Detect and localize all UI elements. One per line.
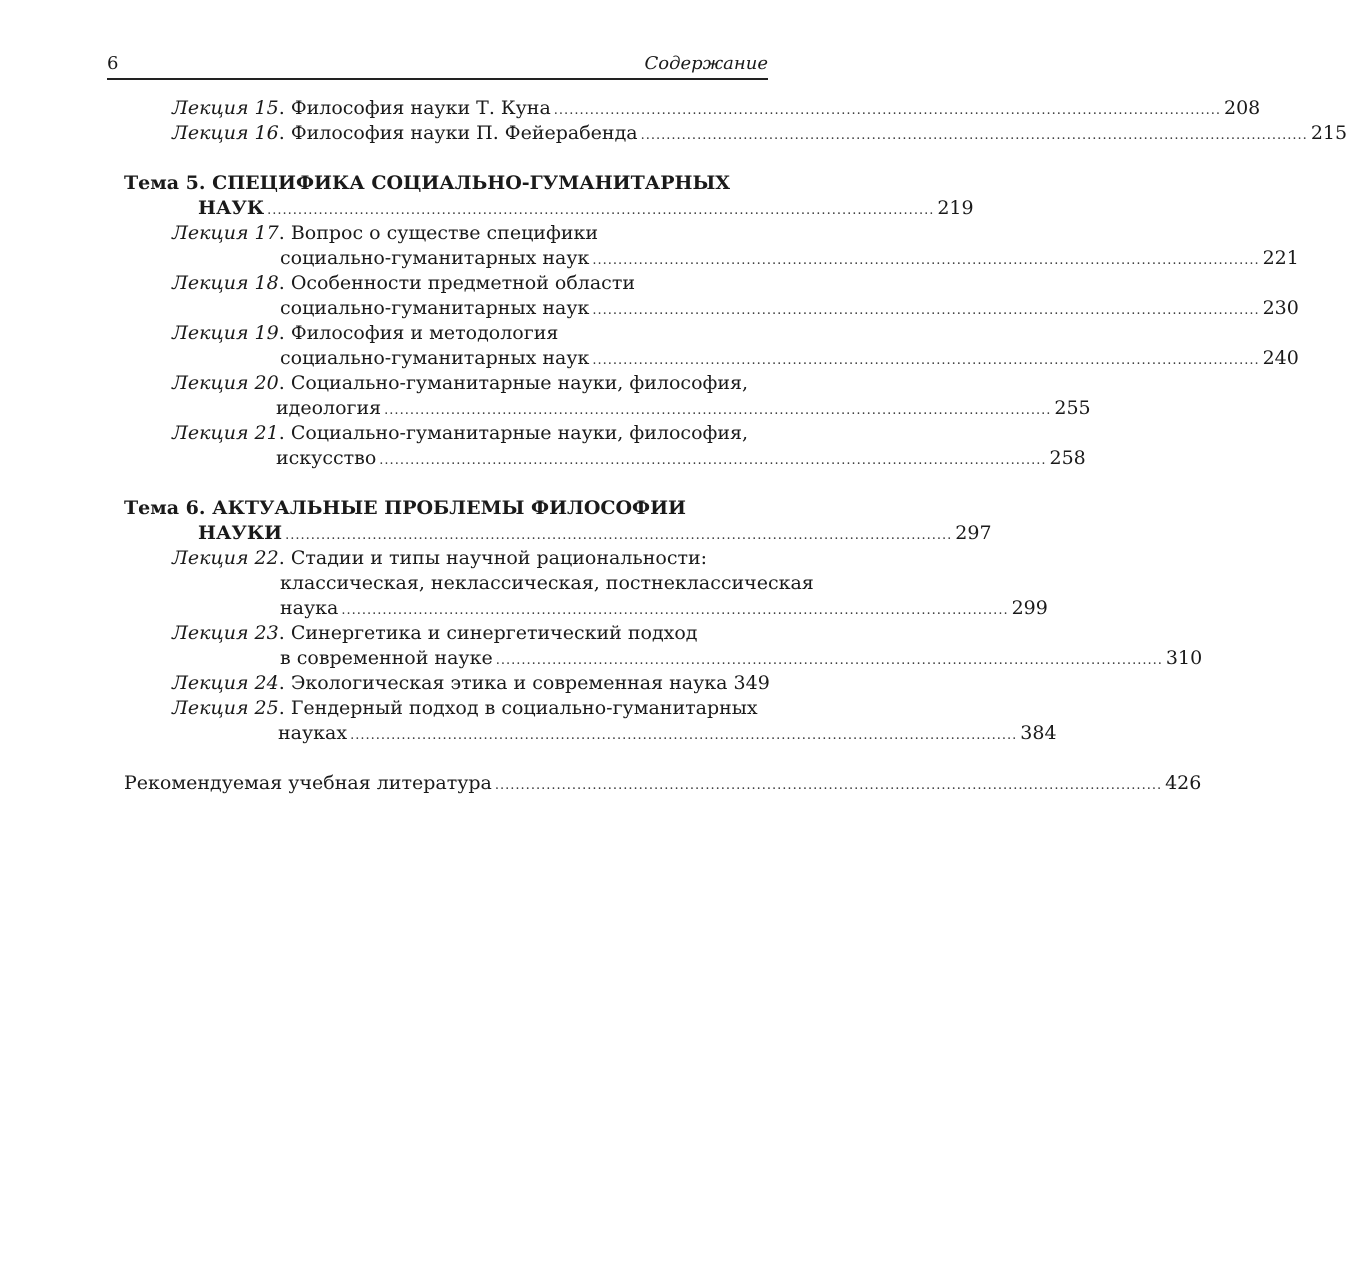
leader-dots: .................................................................................................................................. bbox=[592, 353, 1260, 368]
lecture-title-cont: социально-гуманитарных наук bbox=[280, 247, 590, 269]
toc-entry-lecture-22-cont[interactable] bbox=[280, 571, 814, 596]
toc-entry-lecture-24[interactable] bbox=[172, 671, 770, 696]
leader-dots: .................................................................................................................................. bbox=[592, 253, 1260, 268]
page-ref: 297 bbox=[955, 522, 992, 544]
page-ref: 240 bbox=[1262, 347, 1299, 369]
topic-title-cont: НАУКИ bbox=[198, 522, 283, 544]
lecture-label: Лекция 16 bbox=[172, 122, 279, 144]
toc-topic-6-line2[interactable] bbox=[198, 521, 992, 546]
page-ref: 208 bbox=[1224, 97, 1261, 119]
leader-dots: .................................................................................................................................. bbox=[379, 453, 1047, 468]
toc-entry-lecture-17[interactable] bbox=[172, 221, 756, 246]
page-ref: 299 bbox=[1011, 597, 1048, 619]
topic-title: СПЕЦИФИКА СОЦИАЛЬНО-ГУМАНИТАРНЫХ bbox=[205, 172, 731, 194]
topic-label: Тема 5. bbox=[124, 172, 206, 194]
running-title: Содержание bbox=[644, 53, 768, 74]
toc-entry-lecture-16[interactable] bbox=[172, 121, 1347, 146]
topic-title-cont: НАУК bbox=[198, 197, 265, 219]
lecture-title: . Экологическая этика и современная наука bbox=[278, 672, 728, 694]
leader-dots: .................................................................................................................................. bbox=[285, 528, 953, 543]
leader-dots: .................................................................................................................................. bbox=[384, 403, 1052, 418]
leader-dots: .................................................................................................................................. bbox=[267, 203, 935, 218]
lecture-title: . Философия и методология bbox=[278, 322, 559, 344]
toc-entry-lecture-21-cont[interactable] bbox=[276, 446, 1086, 471]
leader-dots: .................................................................................................................................. bbox=[350, 728, 1018, 743]
lecture-title-cont: искусство bbox=[276, 447, 377, 469]
page-ref: 384 bbox=[1020, 722, 1057, 744]
lecture-title: . Вопрос о существе специфики bbox=[278, 222, 599, 244]
lecture-title: . Особенности предметной области bbox=[278, 272, 635, 294]
toc-entry-lecture-25-cont[interactable] bbox=[278, 721, 1057, 746]
lecture-title-cont: социально-гуманитарных наук bbox=[280, 347, 590, 369]
lecture-title: . Философия науки П. Фейерабенда bbox=[278, 122, 638, 144]
lecture-label: Лекция 15 bbox=[172, 97, 279, 119]
page-ref: 310 bbox=[1165, 647, 1203, 669]
toc-entry-lecture-21[interactable] bbox=[172, 421, 756, 446]
toc-entry-lecture-22-cont2[interactable] bbox=[280, 596, 1048, 621]
lecture-label: Лекция 18 bbox=[172, 272, 279, 294]
lecture-title-cont: социально-гуманитарных наук bbox=[280, 297, 590, 319]
lecture-title-cont: науках bbox=[278, 722, 348, 744]
topic-title: АКТУАЛЬНЫЕ ПРОБЛЕМЫ ФИЛОСОФИИ bbox=[205, 497, 686, 519]
leader-dots: .................................................................................................................................. bbox=[494, 778, 1163, 793]
toc-entry-lecture-22[interactable] bbox=[172, 546, 756, 571]
lecture-title: . Философия науки Т. Куна bbox=[278, 97, 551, 119]
toc-topic-5-line1[interactable] bbox=[124, 171, 764, 196]
page-ref: 258 bbox=[1049, 447, 1086, 469]
lecture-title-cont: в современной науке bbox=[280, 647, 493, 669]
toc-entry-lecture-23-cont[interactable] bbox=[280, 646, 1203, 671]
toc-entry-lecture-15[interactable] bbox=[172, 96, 1261, 121]
lecture-title-cont: идеология bbox=[276, 397, 382, 419]
lecture-label: Лекция 17 bbox=[172, 222, 279, 244]
toc-topic-6-line1[interactable] bbox=[124, 496, 764, 521]
page-ref: 221 bbox=[1262, 247, 1299, 269]
page-ref: 230 bbox=[1262, 297, 1299, 319]
lecture-title-cont: классическая, неклассическая, постнеклассическая bbox=[280, 572, 814, 594]
page-ref: 215 bbox=[1310, 122, 1347, 144]
toc-entry-lecture-25[interactable] bbox=[172, 696, 756, 721]
toc-topic-5-line2[interactable] bbox=[198, 196, 974, 221]
toc-entry-lecture-20[interactable] bbox=[172, 371, 756, 396]
lecture-label: Лекция 24 bbox=[172, 672, 279, 694]
lecture-label: Лекция 22 bbox=[172, 547, 279, 569]
literature-title: Рекомендуемая учебная литература bbox=[124, 772, 492, 794]
lecture-title: . Социально-гуманитарные науки, философия, bbox=[278, 422, 749, 444]
toc-entry-lecture-17-cont[interactable] bbox=[280, 246, 1299, 271]
toc-entry-lecture-23[interactable] bbox=[172, 621, 756, 646]
page-ref: 349 bbox=[733, 672, 770, 694]
page-ref: 255 bbox=[1054, 397, 1091, 419]
page-number: 6 bbox=[107, 53, 119, 74]
lecture-title: . Синергетика и синергетический подход bbox=[278, 622, 698, 644]
toc-entry-lecture-19[interactable] bbox=[172, 321, 756, 346]
toc-entry-lecture-19-cont[interactable] bbox=[280, 346, 1299, 371]
page-ref: 426 bbox=[1165, 772, 1202, 794]
lecture-label: Лекция 21 bbox=[172, 422, 279, 444]
lecture-label: Лекция 20 bbox=[172, 372, 279, 394]
page-header bbox=[107, 50, 768, 80]
lecture-label: Лекция 25 bbox=[172, 697, 279, 719]
toc-entry-literature[interactable] bbox=[124, 771, 1202, 796]
lecture-label: Лекция 23 bbox=[172, 622, 279, 644]
leader-dots: .................................................................................................................................. bbox=[592, 303, 1260, 318]
lecture-title: . Стадии и типы научной рациональности: bbox=[278, 547, 708, 569]
toc-entry-lecture-18[interactable] bbox=[172, 271, 756, 296]
lecture-title: . Социально-гуманитарные науки, философия, bbox=[278, 372, 749, 394]
leader-dots: .................................................................................................................................. bbox=[553, 103, 1221, 118]
leader-dots: .................................................................................................................................. bbox=[640, 128, 1308, 143]
lecture-label: Лекция 19 bbox=[172, 322, 279, 344]
toc-entry-lecture-18-cont[interactable] bbox=[280, 296, 1299, 321]
topic-label: Тема 6. bbox=[124, 497, 206, 519]
leader-dots: .................................................................................................................................. bbox=[495, 653, 1163, 668]
lecture-title-cont: наука bbox=[280, 597, 339, 619]
lecture-title: . Гендерный подход в социально-гуманитарных bbox=[278, 697, 758, 719]
toc-entry-lecture-20-cont[interactable] bbox=[276, 396, 1091, 421]
page-ref: 219 bbox=[937, 197, 974, 219]
leader-dots: .................................................................................................................................. bbox=[341, 603, 1009, 618]
